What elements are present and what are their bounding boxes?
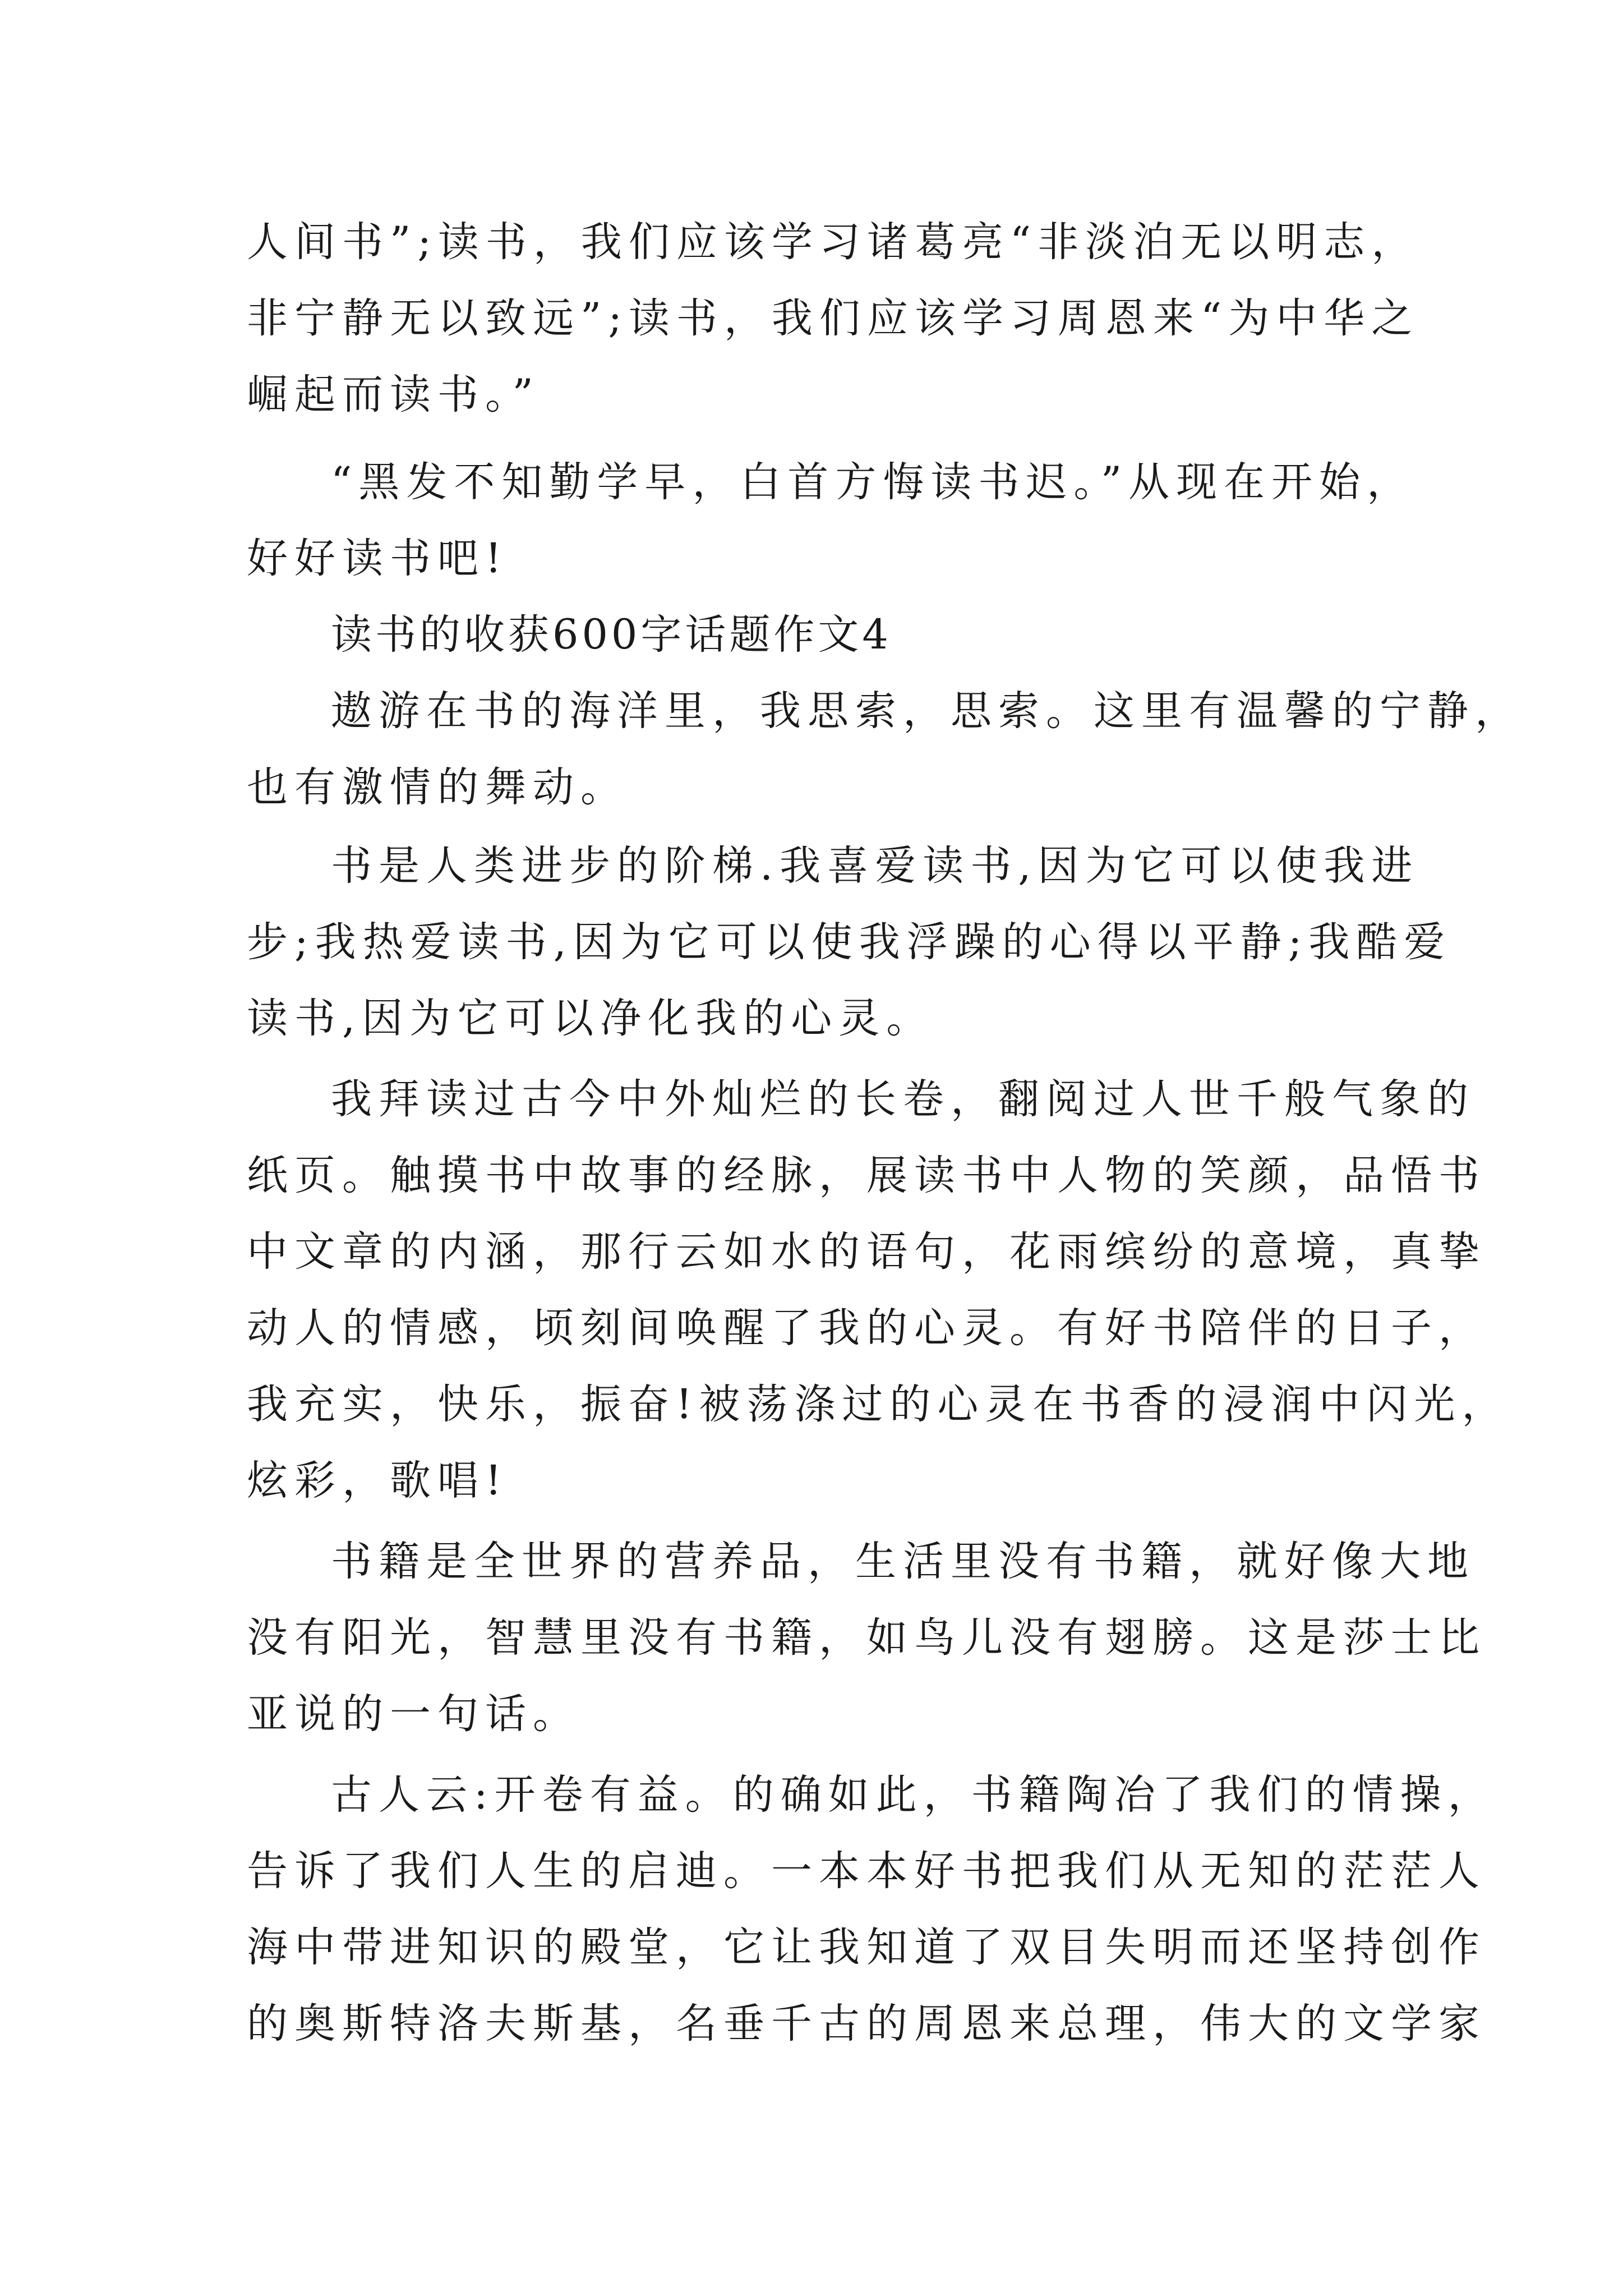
text-line-23: 海中带进知识的殿堂，它让我知道了双目失明而还坚持创作 bbox=[247, 1924, 1486, 1971]
section-heading: 读书的收获600字话题作文4 bbox=[331, 611, 892, 659]
text-line-21: 古人云:开卷有益。的确如此，书籍陶冶了我们的情操， bbox=[331, 1771, 1496, 1819]
text-line-9: 书是人类进步的阶梯.我喜爱读书,因为它可以使我进 bbox=[331, 842, 1419, 890]
text-line-13: 纸页。触摸书中故事的经脉，展读书中人物的笑颜，品悟书 bbox=[247, 1152, 1486, 1199]
text-line-24: 的奥斯特洛夫斯基，名垂千古的周恩来总理，伟大的文学家 bbox=[247, 2000, 1486, 2047]
text-line-3: 崛起而读书。” bbox=[247, 371, 540, 418]
text-line-8: 也有激情的舞动。 bbox=[247, 763, 628, 811]
text-line-7: 遨游在书的海洋里，我思索，思索。这里有温馨的宁静， bbox=[331, 687, 1523, 735]
text-line-10: 步;我热爱读书,因为它可以使我浮躁的心得以平静;我酷爱 bbox=[247, 918, 1452, 966]
text-line-22: 告诉了我们人生的启迪。一本本好书把我们从无知的茫茫人 bbox=[247, 1847, 1486, 1895]
text-line-11: 读书,因为它可以净化我的心灵。 bbox=[247, 995, 934, 1042]
text-line-14: 中文章的内涵，那行云如水的语句，花雨缤纷的意境，真挚 bbox=[247, 1228, 1486, 1276]
text-line-4: “黑发不知勤学早，白首方悔读书迟。”从现在开始， bbox=[331, 458, 1415, 506]
text-line-1: 人间书”;读书，我们应该学习诸葛亮“非淡泊无以明志， bbox=[247, 218, 1419, 266]
text-line-5: 好好读书吧! bbox=[247, 535, 509, 582]
text-line-19: 没有阳光，智慧里没有书籍，如鸟儿没有翅膀。这是莎士比 bbox=[247, 1614, 1486, 1662]
text-line-20: 亚说的一句话。 bbox=[247, 1690, 580, 1738]
text-line-2: 非宁静无以致远”;读书，我们应该学习周恩来“为中华之 bbox=[247, 295, 1419, 342]
text-line-16: 我充实，快乐，振奋!被荡涤过的心灵在书香的浸润中闪光， bbox=[247, 1381, 1510, 1428]
text-line-15: 动人的情感，顷刻间唤醒了我的心灵。有好书陪伴的日子， bbox=[247, 1304, 1486, 1352]
text-line-12: 我拜读过古今中外灿烂的长卷，翻阅过人世千般气象的 bbox=[331, 1075, 1475, 1123]
text-line-18: 书籍是全世界的营养品，生活里没有书籍，就好像大地 bbox=[331, 1538, 1475, 1585]
text-line-17: 炫彩，歌唱! bbox=[247, 1457, 509, 1504]
